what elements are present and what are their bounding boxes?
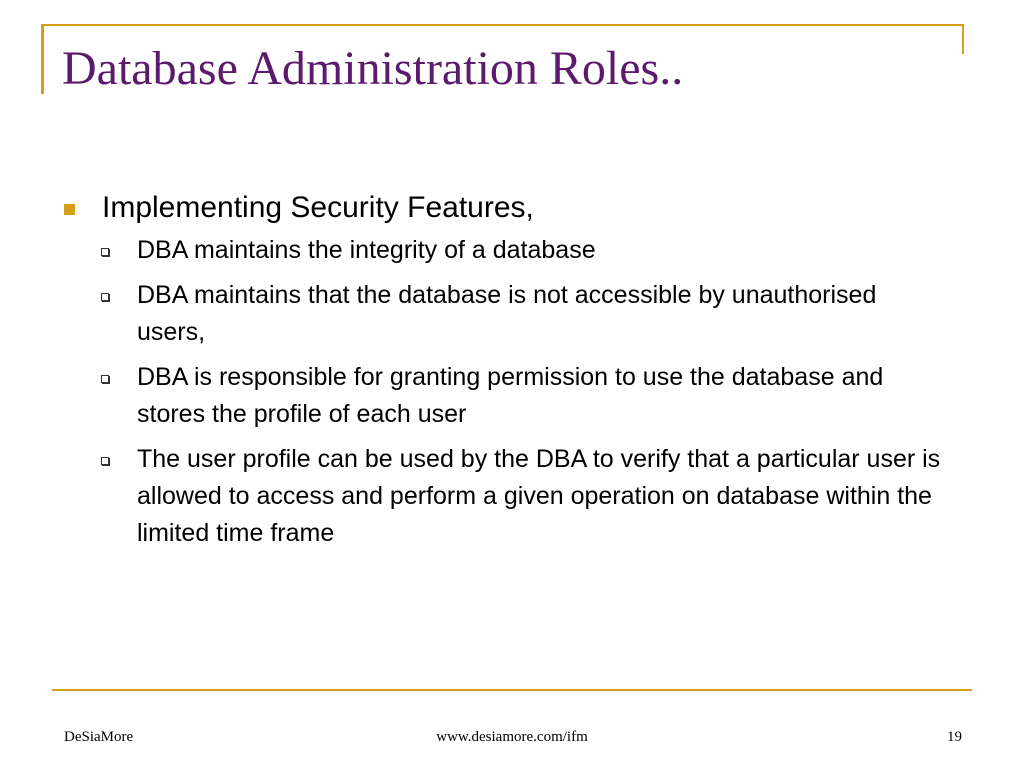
sub-bullet-item	[62, 277, 942, 351]
bullet-text: Implementing Security Features,	[102, 191, 534, 224]
bullet-item	[62, 188, 942, 228]
page-number: 19	[947, 729, 962, 745]
slide-content	[62, 188, 942, 560]
box-bullet-icon	[101, 375, 109, 383]
sub-bullet-item	[62, 232, 942, 269]
footer-author: DeSiaMore	[64, 729, 134, 745]
square-bullet-icon	[64, 204, 75, 215]
box-bullet-icon	[101, 293, 109, 301]
sub-bullet-item	[62, 359, 942, 433]
sub-bullet-text: DBA maintains the integrity of a database	[137, 236, 596, 264]
sub-bullet-text: DBA is responsible for granting permission to use the database and stores the profile of each user	[137, 363, 884, 428]
footer-divider	[52, 689, 972, 691]
title-frame-top-border	[41, 24, 964, 26]
box-bullet-icon	[101, 457, 109, 465]
title-frame-left-border	[41, 24, 44, 94]
sub-bullet-text: The user profile can be used by the DBA to verify that a particular user is allowed to access and perform a given operation on database within the limited time frame	[137, 445, 941, 547]
box-bullet-icon	[101, 248, 109, 256]
sub-bullet-list	[62, 232, 942, 552]
slide-title: Database Administration Roles..	[62, 42, 684, 95]
sub-bullet-text: DBA maintains that the database is not accessible by unauthorised users,	[137, 281, 877, 346]
title-frame-right-border	[962, 24, 964, 54]
footer-url: www.desiamore.com/ifm	[436, 729, 588, 745]
sub-bullet-item	[62, 441, 942, 552]
